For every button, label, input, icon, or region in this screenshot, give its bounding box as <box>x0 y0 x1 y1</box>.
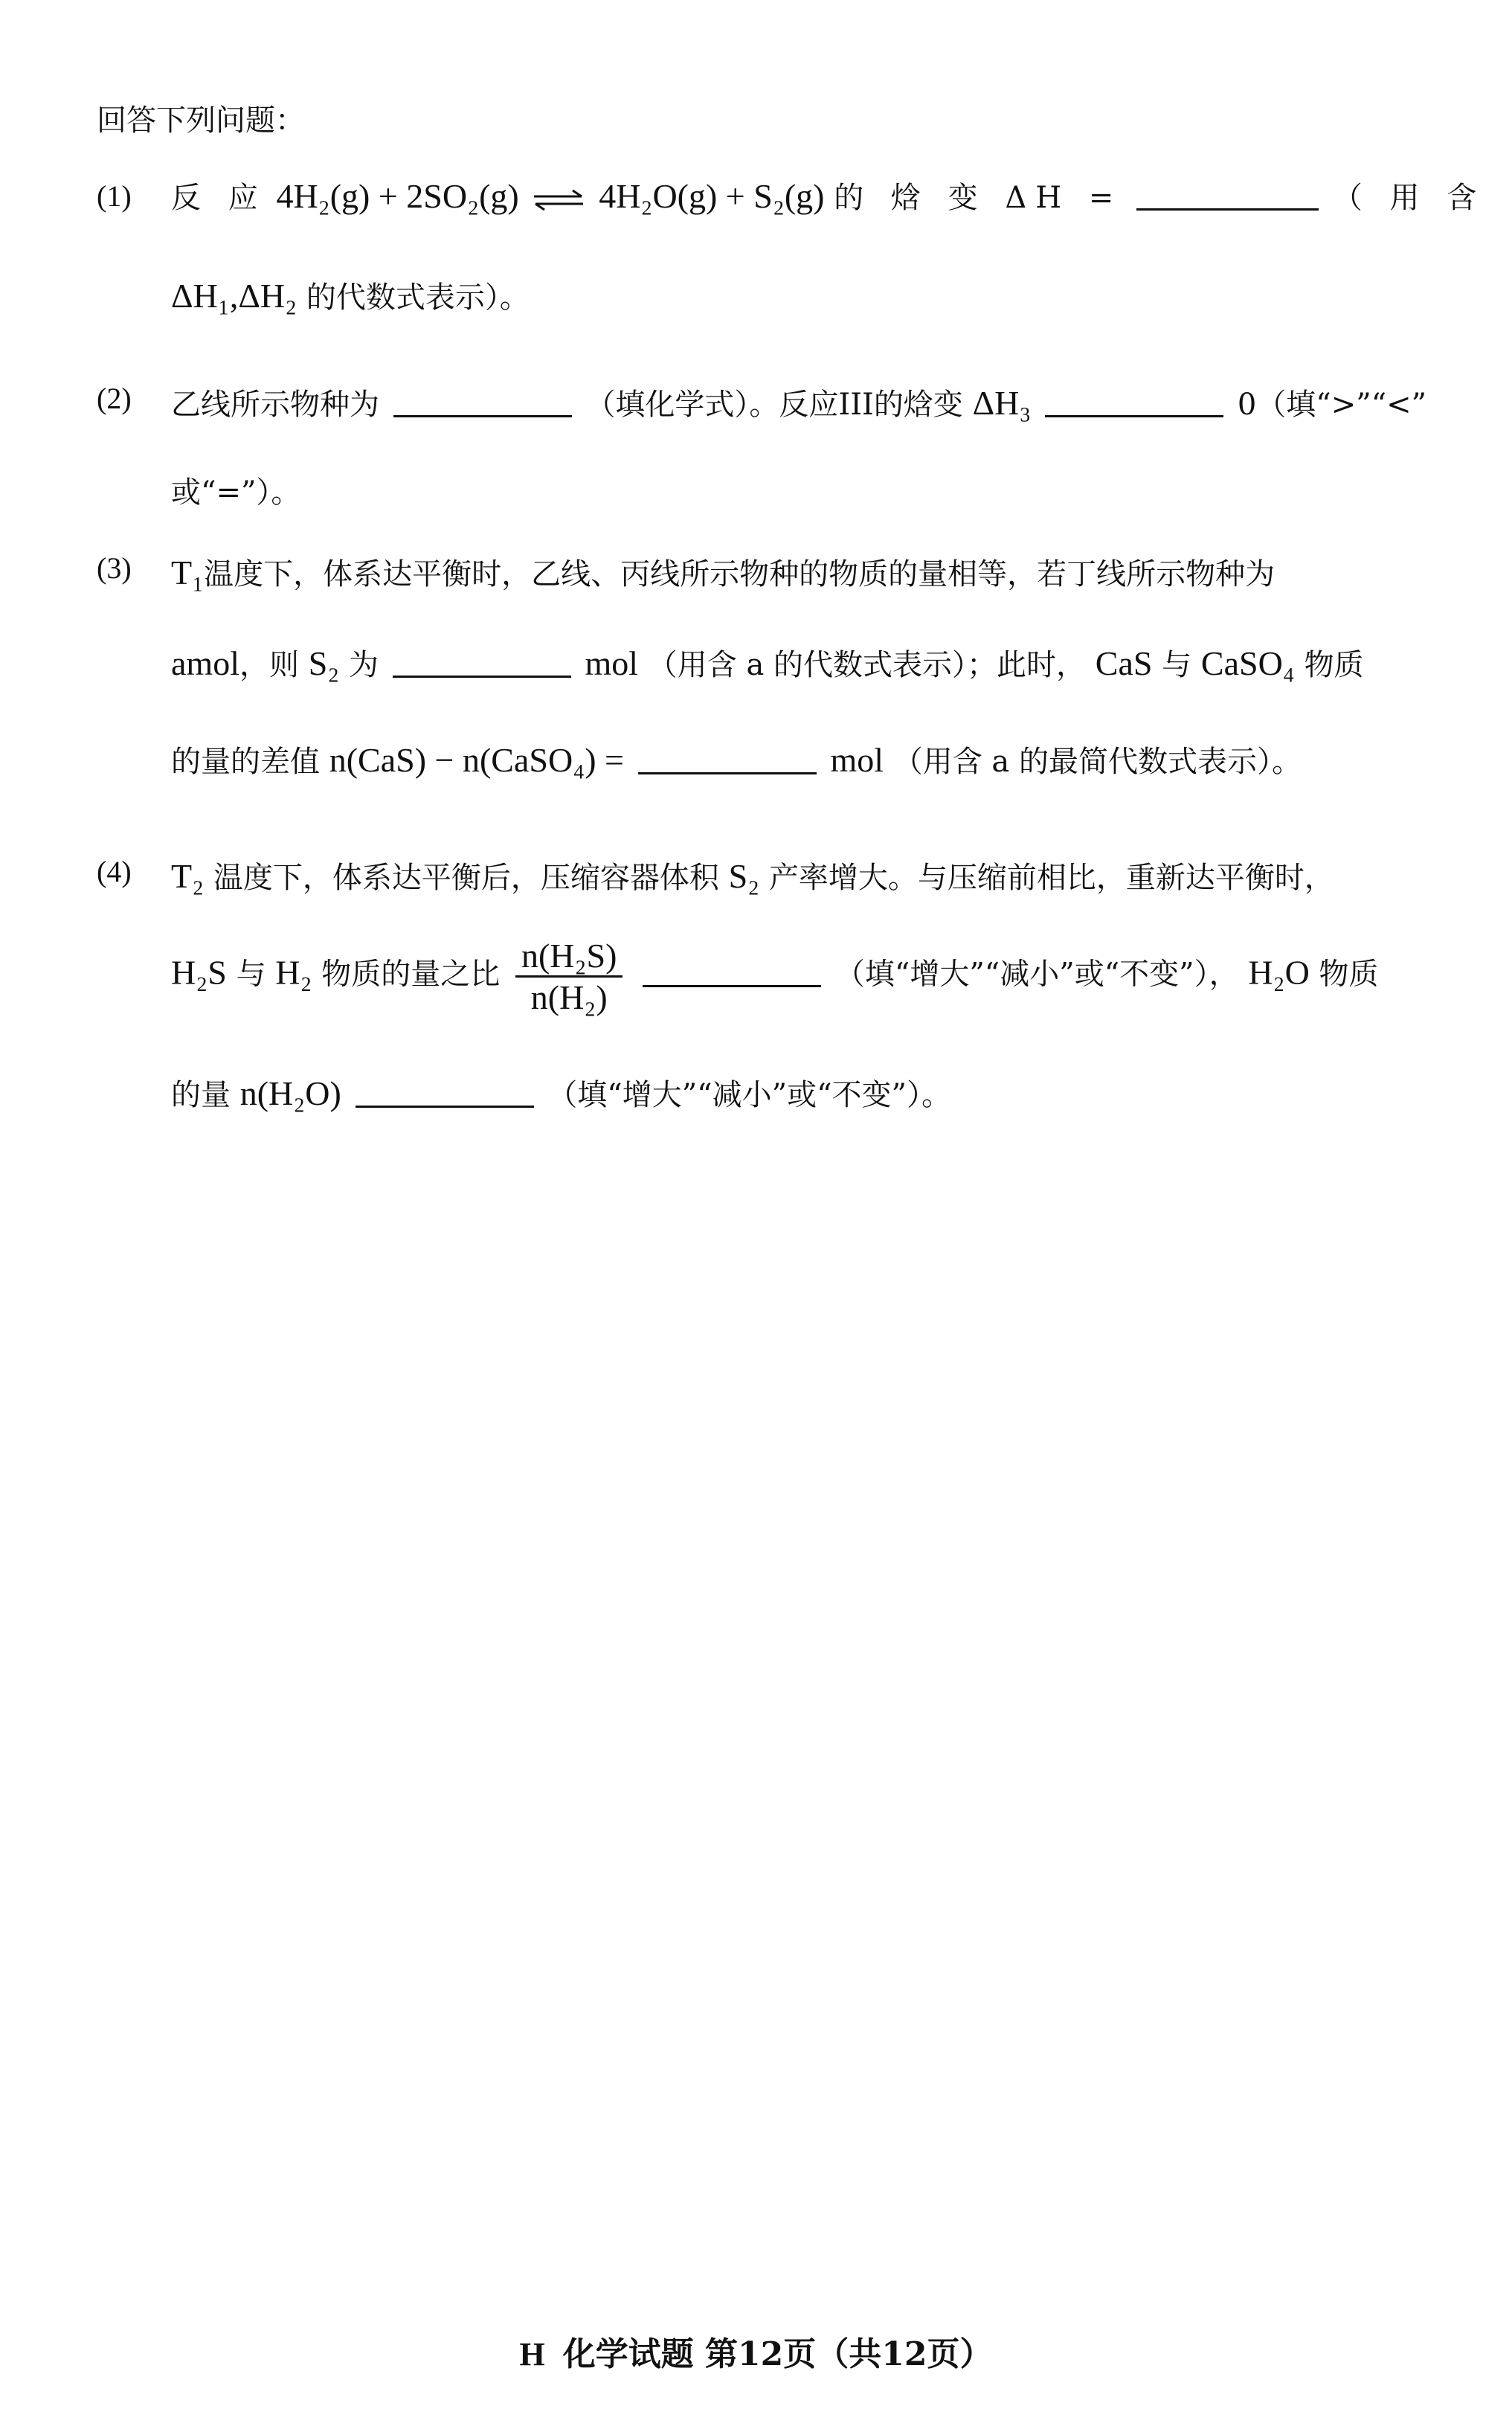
q3-line1: T₁温度下，体系达平衡时，乙线、丙线所示物种的物质的量相等，若丁线所示物种为 <box>171 554 1275 591</box>
difference-expression: n(CaS) − n(CaSO₄) = <box>329 741 624 779</box>
fraction-denominator: n(H₂) <box>530 978 608 1016</box>
q3-line3: 的量的差值 n(CaS) − n(CaSO₄) = mol （用含 a 的最简代数式表示）。 <box>171 741 1302 779</box>
footer-text: 化学试题 第12页（共12页） <box>562 2335 993 2373</box>
equilibrium-arrows-icon <box>533 189 585 211</box>
answer-blank[interactable] <box>1136 207 1319 211</box>
equation-right: 4H₂O(g) + S₂(g) <box>599 177 825 215</box>
answer-blank[interactable] <box>393 414 572 417</box>
answer-blank[interactable] <box>356 1104 534 1108</box>
question-number: (2) <box>97 382 132 415</box>
equation-left: 4H₂(g) + 2SO₂(g) <box>276 177 519 215</box>
question-2 <box>97 381 1427 515</box>
question-1 <box>97 177 1486 327</box>
answer-blank[interactable] <box>638 771 817 774</box>
q3-line2: amol，则 S₂ 为 mol （用含 a 的代数式表示）；此时， CaS 与 CaSO₄ 物质 <box>171 644 1364 682</box>
fraction-numerator: n(H₂S) <box>515 936 623 978</box>
q1-line2: ΔH₁,ΔH₂ 的代数式表示）。 <box>171 277 530 315</box>
paper-version-letter: H <box>519 2336 545 2373</box>
ratio-fraction <box>515 936 623 1017</box>
q1-line1: 反 应 4H₂(g) + 2SO₂(g) 4H₂O(g) + S₂(g) 的 焓 变 ΔH = （ 用 含 <box>171 177 1486 215</box>
page-footer <box>0 2327 1512 2375</box>
q2-line2: 或“=”）。 <box>171 475 301 510</box>
q4-line1: T₂ 温度下，体系达平衡后，压缩容器体积 S₂ 产率增大。与压缩前相比，重新达平衡时， <box>171 857 1334 895</box>
question-number: (4) <box>97 855 132 888</box>
question-number: (3) <box>97 551 132 585</box>
q4-line3: 的量 n(H₂O) （填“增大”“减小”或“不变”）。 <box>171 1074 951 1112</box>
q4-line2: H₂S 与 H₂ 物质的量之比 $\frac{\text{n(H₂S)}}{\text{n(H₂)}}$ （填“增大”“减小”或“不变”）， H₂O 物质 <box>171 937 1379 1016</box>
answer-blank[interactable] <box>643 984 821 987</box>
answer-blank[interactable] <box>1045 414 1223 417</box>
question-3 <box>97 551 1406 789</box>
intro-text: 回答下列问题： <box>97 103 305 138</box>
question-number: (1) <box>97 179 132 213</box>
answer-blank[interactable] <box>393 674 571 678</box>
q2-line1: 乙线所示物种为 （填化学式）。反应III的焓变 ΔH₃ 0（填“>”“<” <box>171 384 1427 422</box>
question-4 <box>97 854 1406 1152</box>
